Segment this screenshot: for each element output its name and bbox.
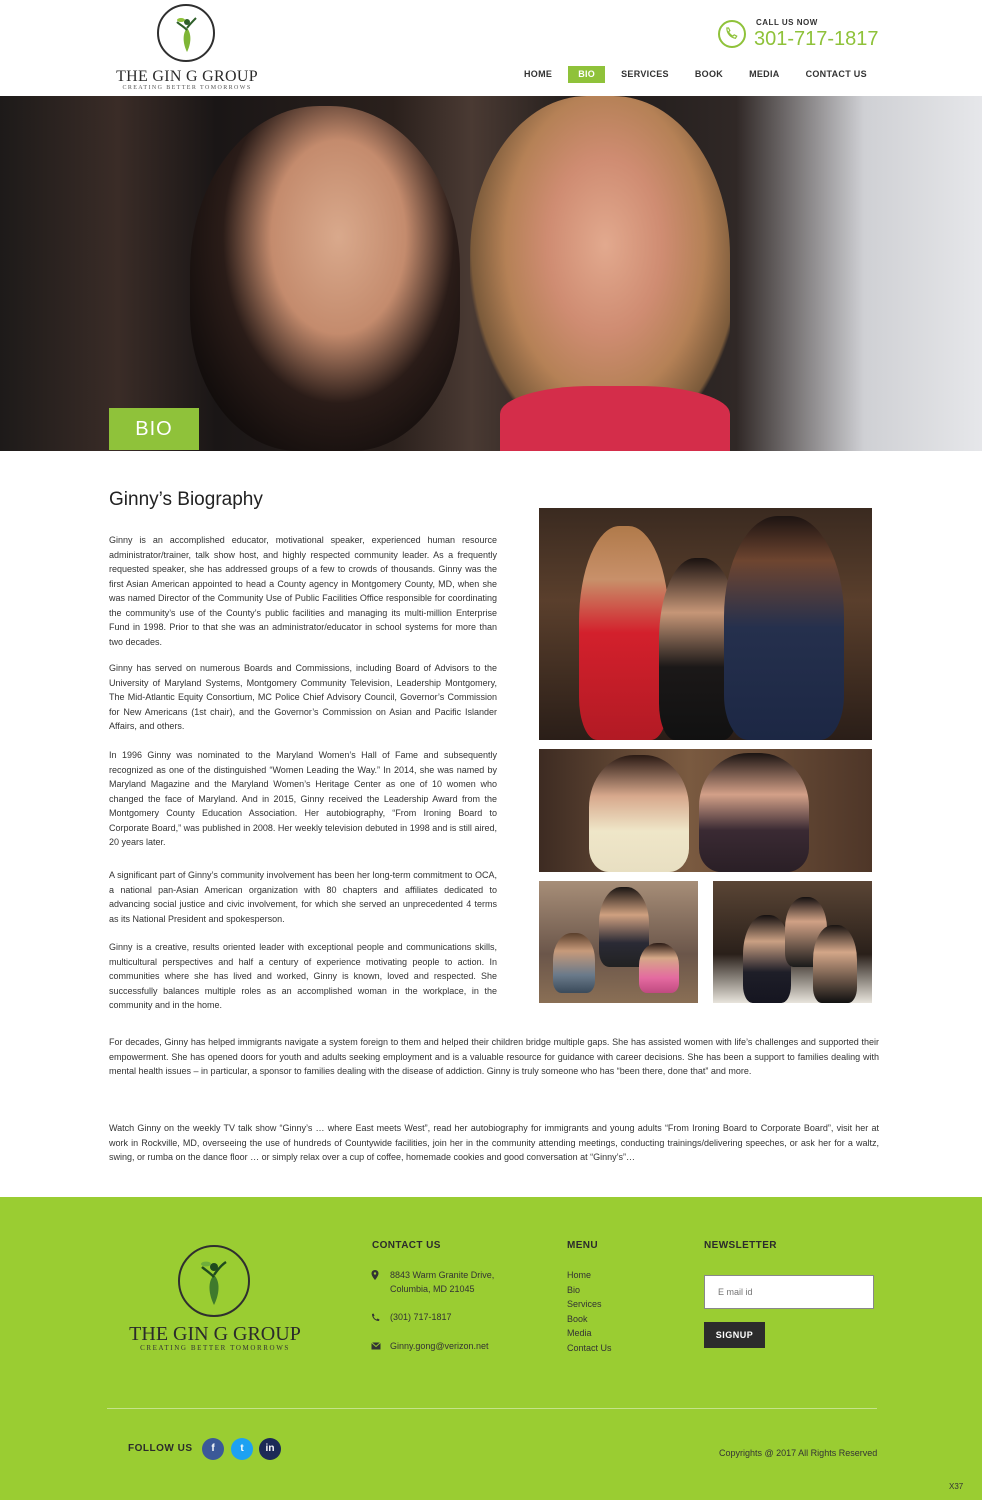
call-us-label: CALL US NOW: [756, 18, 818, 27]
bio-paragraph-7: Watch Ginny on the weekly TV talk show “Ginny’s … where East meets West”, read her autobiography for immigrants and young adults “From Ironing Board to Corporate Board”, visit her at work in Rockville, MD, overseeing the use of hundreds of Countywide facilities, join her in the community attending meetings, conducting trainings/delivering speeches, or ask her for a waltz, swing, or rumba on the dance floor … or simply relax over a cup of coffee, homemade cookies and good conversation at “Ginny’s”…: [109, 1123, 879, 1162]
bio-paragraph-1: Ginny is an accomplished educator, motivational speaker, experienced human resource administrator/trainer, talk show host, and highly respected community leader. As a frequently requested speaker, she has addressed groups of a few to crowds of thousands. Ginny was the first Asian American appointed to head a County agency in Montgomery County, MD, when she was named Director of the Community Use of Public Facilities Office responsible for coordinating the community’s use of the County’s public facilities and managing its multi-million Enterprise Fund in 1998. Prior to that she was an administrator/educator in school systems for more than two decades.: [109, 535, 497, 647]
newsletter-email-input[interactable]: [704, 1275, 874, 1309]
site-header: [0, 0, 982, 96]
photo-child: [639, 943, 679, 993]
footer-contact-heading: CONTACT US: [372, 1240, 441, 1251]
footer-menu-book[interactable]: Book: [567, 1313, 588, 1324]
photo-person: [724, 516, 844, 740]
bio-paragraph-2: Ginny has served on numerous Boards and Commissions, including Board of Advisors to the University of Maryland Systems, Montgomery Community Television, Leadership Montgomery, The Mid-Atlantic Equity Consortium, MC Police Chief Advisory Council, Governor’s Commission for New Americans (1st chair), and the Governor’s Commission on Asian and Pacific Islander Affairs, and others.: [109, 663, 497, 731]
hero-banner-photo: [0, 96, 982, 451]
hero-red-dress: [500, 386, 730, 451]
logo-tagline: CREATING BETTER TOMORROWS: [122, 85, 252, 91]
footer-menu-list: [567, 1268, 612, 1355]
photo-person: [813, 925, 857, 1003]
nav-bio[interactable]: BIO: [568, 66, 605, 83]
bio-paragraph-6: For decades, Ginny has helped immigrants navigate a system foreign to them and helped their children bridge multiple gaps. She has assisted women with life’s challenges and supported their empowerment. She has opened doors for youth and adults seeking employment and is a valuable resource for guidance with career decisions. She has been a support to families dealing with mental health issues – in particular, a sponsor to families dealing with the disease of addiction. Ginny is truly someone who has “been there, done that” and more.: [109, 1037, 879, 1076]
follow-us-label: FOLLOW US: [128, 1443, 193, 1454]
main-nav: [514, 66, 883, 84]
footer-menu-media[interactable]: Media: [567, 1328, 592, 1338]
footer-logo-figure-icon: [200, 1257, 228, 1307]
photo-two-women: [539, 749, 872, 872]
linkedin-icon[interactable]: in: [259, 1438, 281, 1460]
photo-child: [553, 933, 595, 993]
footer-logo-title: THE GIN G GROUP: [129, 1323, 301, 1345]
photo-group-three-people: [539, 508, 872, 740]
phone-circle-icon: [718, 20, 746, 48]
photo-with-children: [539, 881, 698, 1003]
biography-heading: Ginny’s Biography: [109, 489, 263, 510]
nav-home[interactable]: HOME: [524, 69, 553, 79]
footer-phone[interactable]: (301) 717-1817: [390, 1312, 452, 1322]
nav-book[interactable]: BOOK: [694, 69, 724, 79]
phone-icon: [371, 1313, 380, 1322]
copyright-text: Copyrights @ 2017 All Rights Reserved: [719, 1448, 878, 1458]
bio-paragraph-4: A significant part of Ginny’s community involvement has been her long-term commitment to OCA, a national pan-Asian American organization with 80 chapters and affiliates dedicated to advancing social justice and civic involvement, for which she served an unprecedented 4 terms as its National President and spokesperson.: [109, 870, 497, 924]
footer-menu-services[interactable]: Services: [567, 1299, 602, 1309]
logo-figure-icon: [176, 14, 198, 54]
footer-newsletter-heading: NEWSLETTER: [704, 1240, 777, 1251]
twitter-icon[interactable]: t: [231, 1438, 253, 1460]
footer-menu-home[interactable]: Home: [567, 1270, 592, 1280]
footer-divider: [107, 1408, 877, 1409]
facebook-icon[interactable]: f: [202, 1438, 224, 1460]
photo-event-table: [713, 881, 872, 1003]
photo-person: [743, 915, 791, 1003]
bio-paragraph-3: In 1996 Ginny was nominated to the Maryland Women’s Hall of Fame and subsequently recognized as one of the distinguished “Women Leading the Way.” In 2014, she was named by Maryland Magazine and the Maryland Women’s Heritage Center as one of 10 women who changed the face of Maryland. And in 2015, Ginny received the Leadership Award from the Montgomery County Education Association. Her autobiography, “From Ironing Board to Corporate Board,” was published in 2008. Her weekly television debuted in 1998 and is still aired, 20 years later.: [109, 750, 497, 847]
corner-code: X37: [949, 1482, 964, 1491]
envelope-icon: [371, 1342, 381, 1350]
photo-person: [589, 755, 689, 872]
call-us-block[interactable]: [718, 18, 888, 52]
footer-menu-bio[interactable]: Bio: [567, 1284, 581, 1295]
nav-media[interactable]: MEDIA: [749, 69, 780, 79]
footer-email[interactable]: Ginny.gong@verizon.net: [390, 1341, 489, 1351]
footer-logo[interactable]: [120, 1245, 310, 1357]
header-phone-number[interactable]: 301-717-1817: [754, 28, 879, 50]
footer-menu-contact-us[interactable]: Contact Us: [567, 1342, 612, 1353]
logo-title: THE GIN G GROUP: [116, 68, 258, 85]
footer-logo-tagline: CREATING BETTER TOMORROWS: [140, 1344, 290, 1352]
photo-person: [579, 526, 669, 740]
nav-services[interactable]: SERVICES: [621, 69, 669, 79]
photo-person: [699, 753, 809, 872]
hero-page-label: BIO: [109, 408, 199, 450]
newsletter-signup-button[interactable]: SIGNUP: [704, 1322, 765, 1348]
hero-person-left: [190, 106, 460, 451]
site-logo[interactable]: [112, 4, 262, 92]
map-pin-icon: [371, 1270, 379, 1280]
footer-menu-heading: MENU: [567, 1240, 599, 1251]
footer-address-line2: Columbia, MD 21045: [390, 1284, 475, 1294]
nav-contact-us[interactable]: CONTACT US: [805, 69, 867, 79]
footer-address-line1: 8843 Warm Granite Drive,: [390, 1270, 495, 1280]
bio-paragraph-5: Ginny is a creative, results oriented leader with exceptional people and communications skills, multicultural perspectives and half a century of experience motivating people to action. In communities where she has lived and worked, Ginny is known, loved and respected. She successfully balances multiple roles as an accomplished woman in the workplace, in the community and in the home.: [109, 942, 497, 1010]
